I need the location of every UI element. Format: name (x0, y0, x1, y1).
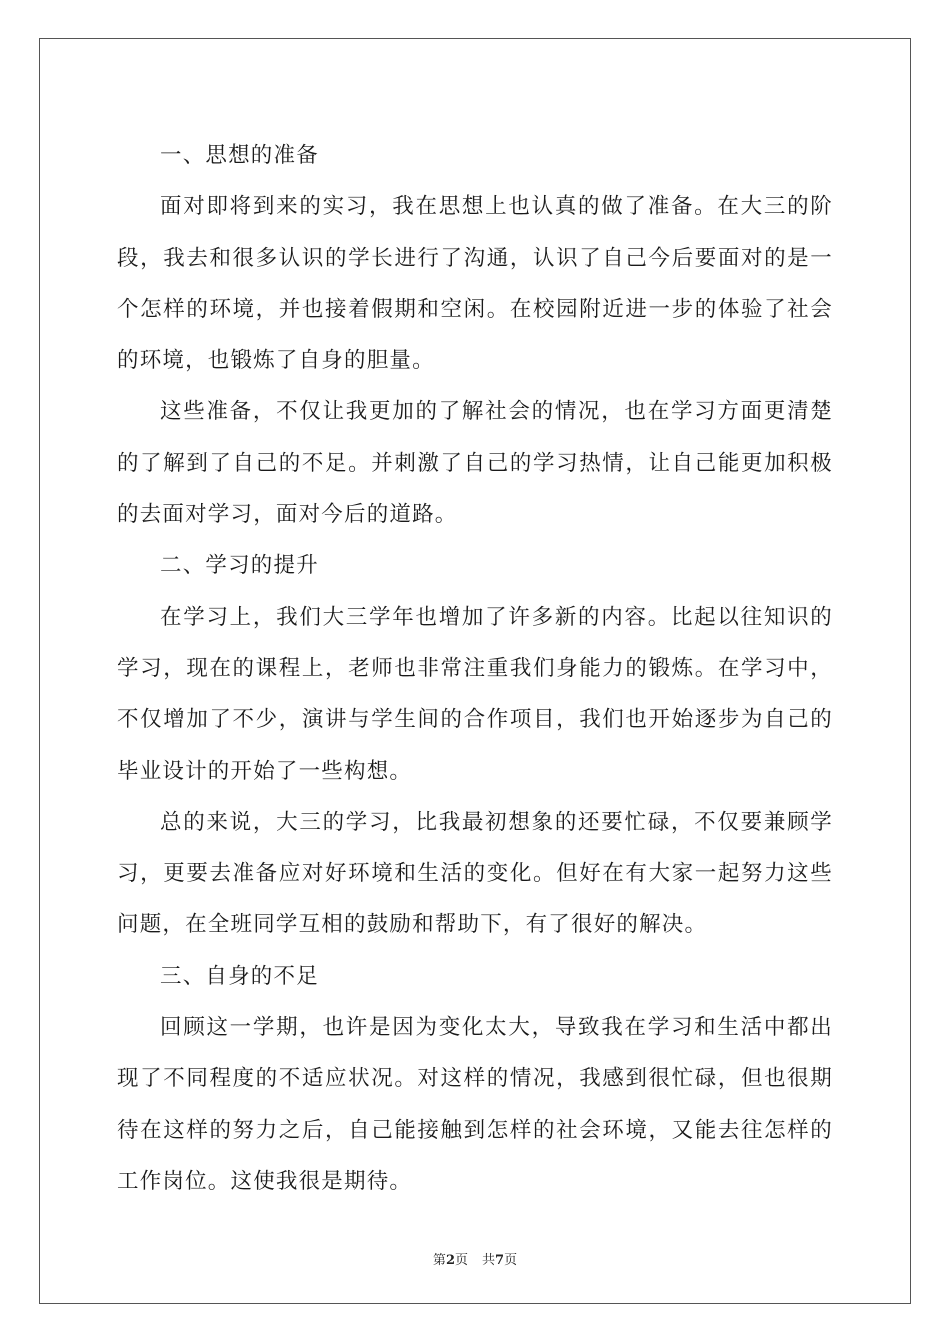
total-pages: 7 (495, 1253, 505, 1268)
total-prefix: 共 (482, 1253, 496, 1268)
section-heading-1: 一、思想的准备 (160, 143, 319, 168)
paragraph: 这些准备，不仅让我更加的了解社会的情况，也在学习方面更清楚的了解到了自己的不足。并刺激了自己的学习热情，让自己能更加积极的去面对学习，面对今后的道路。 (117, 399, 833, 528)
total-suffix: 页 (504, 1253, 518, 1268)
section-heading-2: 二、学习的提升 (160, 553, 319, 579)
paragraph: 回顾这一学期，也许是因为变化太大，导致我在学习和生活中都出现了不同程度的不适应状况。对这样的情况，我感到很忙碌，但也很期待在这样的努力之后，自己能接触到怎样的社会环境，又能去往怎样的工作岗位。这使我很是期待。 (117, 1015, 833, 1194)
paragraph: 在学习上，我们大三学年也增加了许多新的内容。比起以往知识的学习，现在的课程上，老师也非常注重我们身能力的锻炼。在学习中，不仅增加了不少，演讲与学生间的合作项目，我们也开始逐步为自己的毕业设计的开始了一些构想。 (117, 604, 833, 784)
page-number: 2 (445, 1253, 455, 1268)
page-footer (0, 1249, 950, 1268)
paragraph: 面对即将到来的实习，我在思想上也认真的做了准备。在大三的阶段，我去和很多认识的学长进行了沟通，认识了自己今后要面对的是一个怎样的环境，并也接着假期和空闲。在校园附近进一步的体验了社会的环境，也锻炼了自身的胆量。 (117, 194, 833, 374)
page-suffix: 页 (454, 1253, 468, 1268)
paragraph: 总的来说，大三的学习，比我最初想象的还要忙碌，不仅要兼顾学习，更要去准备应对好环境和生活的变化。但好在有大家一起努力这些问题，在全班同学互相的鼓励和帮助下，有了很好的解决。 (117, 809, 833, 938)
document-body (117, 130, 833, 1207)
page-prefix: 第 (432, 1253, 446, 1268)
section-heading-3: 三、自身的不足 (160, 963, 319, 989)
